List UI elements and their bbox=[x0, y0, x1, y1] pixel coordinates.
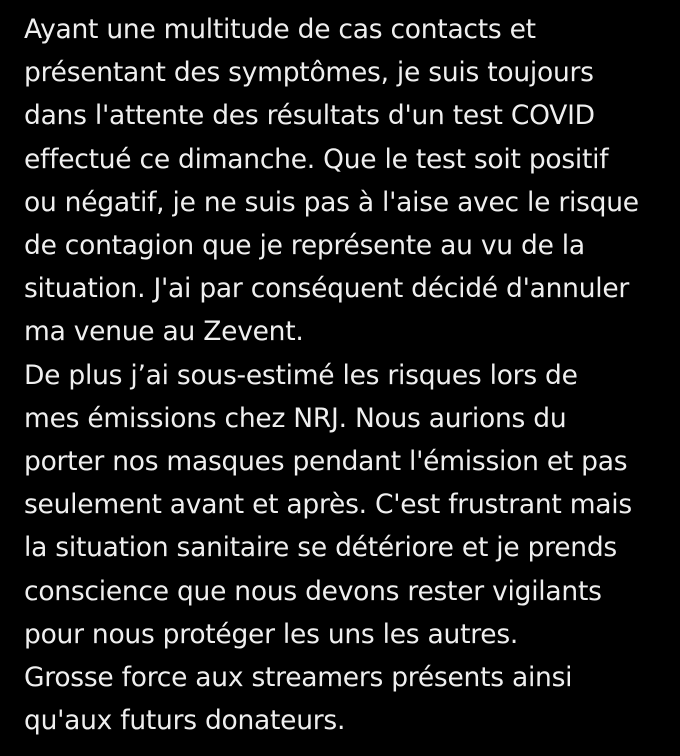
note-line: seulement avant et après. C'est frustrant mais bbox=[24, 489, 632, 521]
note-line: de contagion que je représente au vu de la bbox=[24, 230, 585, 262]
note-line: Grosse force aux streamers présents ainsi bbox=[24, 662, 573, 694]
note-line: porter nos masques pendant l'émission et pas bbox=[24, 446, 628, 478]
note-line: conscience que nous devons rester vigilants bbox=[24, 575, 602, 607]
note-line: mes émissions chez NRJ. Nous aurions du bbox=[24, 402, 567, 434]
note-line: ma venue au Zevent. bbox=[24, 316, 304, 348]
note-line: situation. J'ai par conséquent décidé d'annuler bbox=[24, 273, 630, 305]
note-line: pour nous protéger les uns les autres. bbox=[24, 618, 519, 650]
note-line: présentant des symptômes, je suis toujours bbox=[24, 57, 594, 89]
note-text bbox=[24, 8, 674, 742]
note-line: la situation sanitaire se détériore et je prends bbox=[24, 532, 617, 564]
note-line: Ayant une multitude de cas contacts et bbox=[24, 14, 536, 45]
note-line: effectué ce dimanche. Que le test soit positif bbox=[24, 143, 609, 175]
note-line: ou négatif, je ne suis pas à l'aise avec le risque bbox=[24, 186, 639, 218]
note-line: De plus j’ai sous-estimé les risques lors de bbox=[24, 359, 578, 391]
note-line: dans l'attente des résultats d'un test COVID bbox=[24, 100, 595, 132]
note-line: qu'aux futurs donateurs. bbox=[24, 705, 346, 737]
